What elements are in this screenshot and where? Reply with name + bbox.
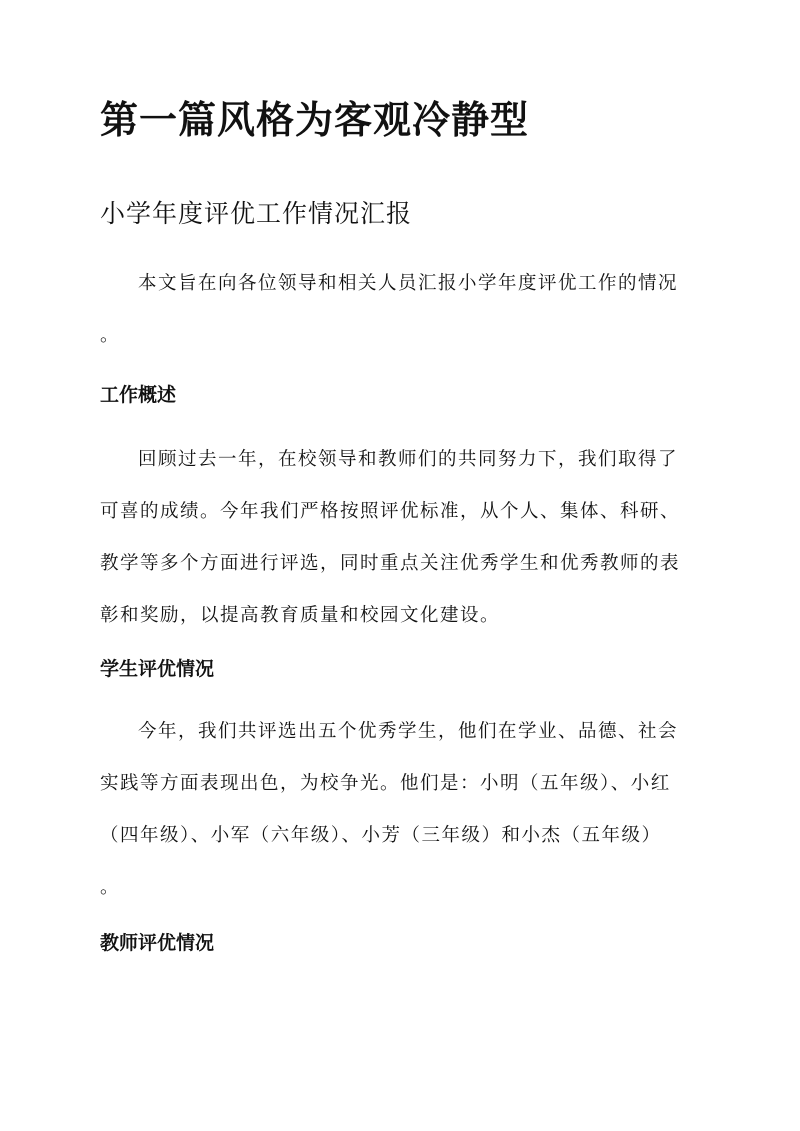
work-overview-paragraph <box>100 434 700 642</box>
section-heading-student-awards: 学生评优情况 <box>100 658 215 680</box>
paragraph-line: 教学等多个方面进行评选，同时重点关注优秀学生和优秀教师的表 <box>100 553 681 574</box>
paragraph-line: （四年级）、小军（六年级）、小芳（三年级）和小杰（五年级） <box>100 825 662 846</box>
intro-line: 。 <box>100 325 121 346</box>
paragraph-line: 回顾过去一年，在校领导和教师们的共同努力下，我们取得了 <box>138 449 679 470</box>
paragraph-line: 彰和奖励，以提高教育质量和校园文化建设。 <box>100 605 501 626</box>
section-heading-work-overview: 工作概述 <box>100 384 177 406</box>
paragraph-line: 实践等方面表现出色，为校争光。他们是：小明（五年级）、小红 <box>100 773 671 794</box>
document-title: 第一篇风格为客观冷静型 <box>100 97 530 142</box>
intro-line: 本文旨在向各位领导和相关人员汇报小学年度评优工作的情况 <box>138 273 679 294</box>
paragraph-line: 。 <box>100 877 121 898</box>
section-heading-teacher-awards: 教师评优情况 <box>100 932 215 954</box>
paragraph-line: 今年，我们共评选出五个优秀学生，他们在学业、品德、社会 <box>138 721 679 742</box>
paragraph-line: 可喜的成绩。今年我们严格按照评优标准，从个人、集体、科研、 <box>100 501 681 522</box>
student-awards-paragraph <box>100 706 700 914</box>
intro-paragraph <box>100 258 700 362</box>
report-subtitle: 小学年度评优工作情况汇报 <box>100 199 413 228</box>
